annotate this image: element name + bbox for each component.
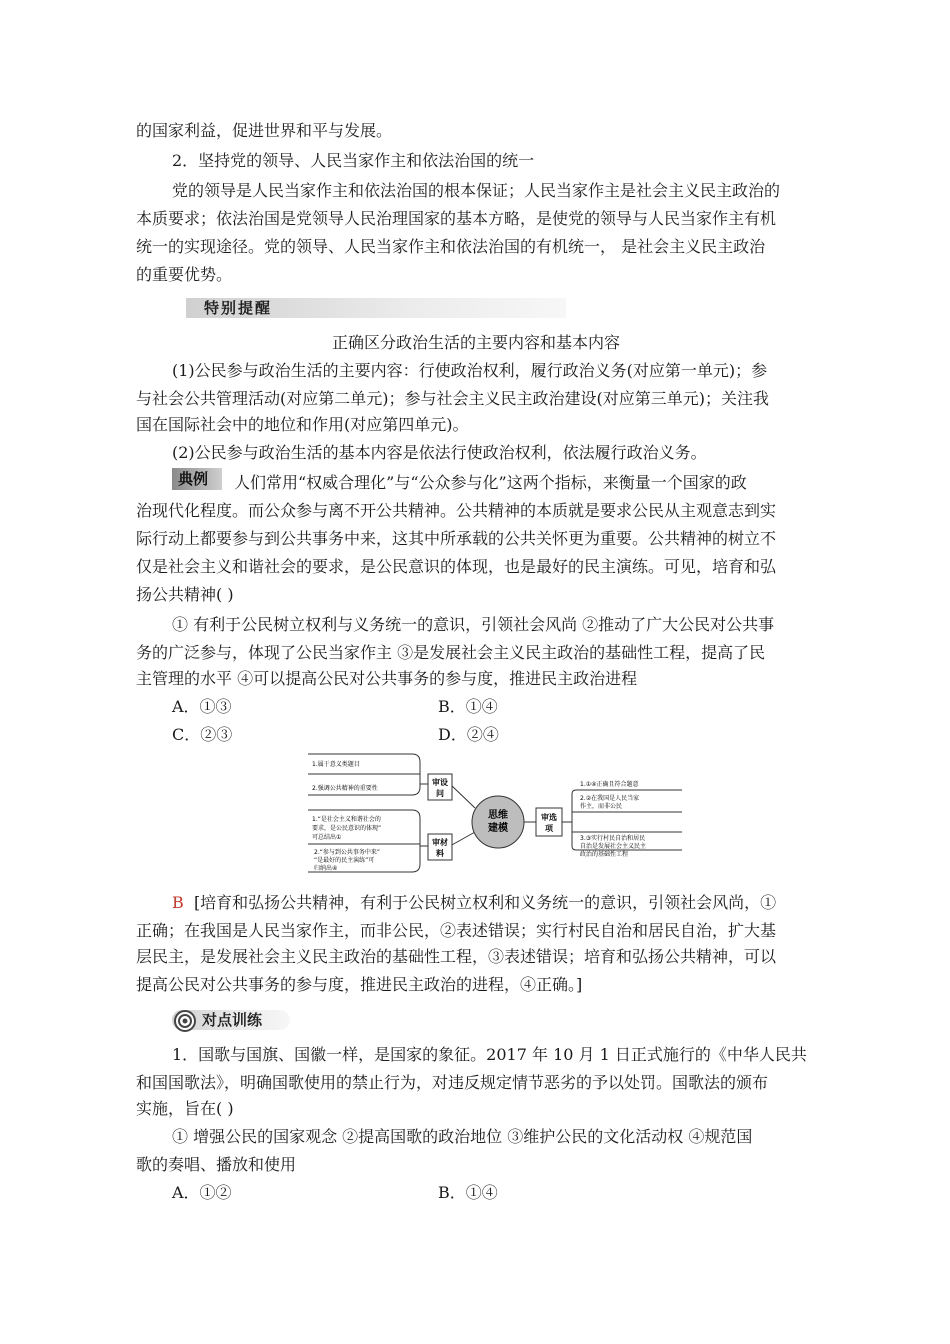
mindmap-center-2: 建模 bbox=[488, 823, 508, 834]
text-line: 党的领导是人民当家作主和依法治国的根本保证；人民当家作主是社会主义民主政治的 bbox=[172, 181, 781, 200]
mindmap-shen-xuan-xiang-1: 审选 bbox=[541, 813, 557, 822]
text-line: 人们常用“权威合理化”与“公众参与化”这两个指标，来衡量一个国家的政 bbox=[234, 473, 747, 492]
target-icon bbox=[174, 1010, 196, 1032]
mindmap-left-4a: 2.“参与到公共事务中来” bbox=[314, 849, 380, 856]
text-line: 与社会公共管理活动(对应第二单元)；参与社会主义民主政治建设(对应第三单元)；关注我 bbox=[136, 389, 769, 408]
mindmap-shen-xuan-xiang-2: 项 bbox=[545, 824, 553, 833]
mindmap-left-3c: 可总结出① bbox=[312, 834, 342, 841]
mindmap-shen-she-wen-1: 审设 bbox=[432, 778, 448, 787]
text-line: 实施，旨在( ) bbox=[136, 1099, 234, 1118]
example-tag bbox=[172, 468, 222, 490]
mindmap-right-2a: 2.②在我国是人民当家 bbox=[580, 795, 640, 802]
example-tag-label: 典例 bbox=[178, 470, 209, 488]
mindmap-center-1: 思维 bbox=[488, 810, 508, 821]
text-line: 提高公民对公共事务的参与度，推进民主政治的进程，④正确。] bbox=[136, 975, 583, 994]
training-option-b: B．①④ bbox=[438, 1183, 498, 1202]
text-line: 的重要优势。 bbox=[136, 265, 233, 284]
text-line: 歌的奏唱、播放和使用 bbox=[136, 1155, 297, 1174]
mindmap-left-2: 2.强调公共精神的重要性 bbox=[312, 785, 378, 792]
mindmap-right-2b: 作主，而非公民 bbox=[580, 803, 623, 810]
mindmap-shen-cai-liao-2: 料 bbox=[436, 849, 444, 858]
text-line: (1)公民参与政治生活的主要内容：行使政治权利，履行政治义务(对应第一单元)；参 bbox=[172, 361, 768, 380]
mindmap-shen-cai-liao-1: 审材 bbox=[432, 838, 448, 847]
text-line: 本质要求；依法治国是党领导人民治理国家的基本方略，是使党的领导与人民当家作主有机 bbox=[136, 209, 777, 228]
training-option-a: A．①② bbox=[172, 1183, 232, 1202]
text-line: 层民主，是发展社会主义民主政治的基础性工程，③表述错误；培育和弘扬公共精神，可以 bbox=[136, 947, 777, 966]
note-title: 正确区分政治生活的主要内容和基本内容 bbox=[331, 333, 620, 352]
option-c: C．②③ bbox=[172, 725, 233, 744]
option-a: A．①③ bbox=[172, 697, 232, 716]
mindmap-left-4c: 归纳出④ bbox=[314, 865, 338, 872]
mindmap-right-3a: 3.③实行村民自治和居民 bbox=[580, 835, 646, 842]
mindmap-left-3a: 1.“是社会主义和谐社会的 bbox=[312, 816, 381, 823]
mindmap-shen-she-wen-2: 问 bbox=[436, 789, 444, 798]
text-line: 统一的实现途径。党的领导、人民当家作主和依法治国的有机统一， 是社会主义民主政治 bbox=[136, 237, 766, 256]
text-line: 扬公共精神( ) bbox=[136, 585, 234, 604]
text-line: 国在国际社会中的地位和作用(对应第四单元)。 bbox=[136, 415, 469, 434]
mindmap-left-3b: 要求，是公民意识的体现” bbox=[312, 825, 382, 832]
mindmap-left-1: 1.属于意义类题目 bbox=[312, 761, 360, 768]
answer-line bbox=[172, 890, 852, 916]
option-d: D．②④ bbox=[438, 725, 499, 744]
option-b: B．①④ bbox=[438, 697, 498, 716]
text-line: 际行动上都要参与到公共事务中来，这其中所承载的公共关怀更为重要。公共精神的树立不 bbox=[136, 529, 777, 548]
text-line: 治现代化程度。而公众参与离不开公共精神。公共精神的本质就是要求公民从主观意志到实 bbox=[136, 501, 777, 520]
text-line: 主管理的水平 ④可以提高公民对公共事务的参与度，推进民主政治进程 bbox=[136, 669, 638, 688]
text-line: 仅是社会主义和谐社会的要求，是公民意识的体现，也是最好的民主演练。可见，培育和弘 bbox=[136, 557, 777, 576]
mindmap-right-1: 1.①④正确且符合题意 bbox=[580, 781, 639, 788]
text-line: 正确；在我国是人民当家作主，而非公民，②表述错误；实行村民自治和居民自治，扩大基 bbox=[136, 921, 777, 940]
answer-text: [培育和弘扬公共精神，有利于公民树立权利和义务统一的意识，引领社会风尚，① bbox=[193, 893, 777, 912]
mind-map-diagram bbox=[300, 750, 690, 876]
mindmap-right-3b: 自治是发展社会主义民主 bbox=[580, 843, 647, 850]
training-label: 对点训练 bbox=[202, 1011, 263, 1029]
mindmap-left-4b: “是最好的民主演练”可 bbox=[314, 857, 375, 864]
special-note-label: 特别提醒 bbox=[204, 299, 273, 317]
mindmap-right-3c: 政治的基础性工程 bbox=[580, 851, 629, 858]
section-heading: 2．坚持党的领导、人民当家作主和依法治国的统一 bbox=[172, 151, 535, 170]
text-line: ① 增强公民的国家观念 ②提高国歌的政治地位 ③维护公民的文化活动权 ④规范国 bbox=[172, 1127, 753, 1146]
text-line: 务的广泛参与，体现了公民当家作主 ③是发展社会主义民主政治的基础性工程，提高了民 bbox=[136, 643, 766, 662]
text-line: 和国国歌法》，明确国歌使用的禁止行为，对违反规定情节恶劣的予以处罚。国歌法的颁布 bbox=[136, 1073, 769, 1092]
text-line: ① 有利于公民树立权利与义务统一的意识，引领社会风尚 ②推动了广大公民对公共事 bbox=[172, 615, 775, 634]
text-line: (2)公民参与政治生活的基本内容是依法行使政治权利，依法履行政治义务。 bbox=[172, 443, 707, 462]
answer-letter: B bbox=[172, 893, 184, 912]
text-line: 的国家利益，促进世界和平与发展。 bbox=[136, 121, 393, 140]
text-line: 1．国歌与国旗、国徽一样，是国家的象征。2017 年 10 月 1 日正式施行的《中华人民共 bbox=[172, 1045, 807, 1064]
